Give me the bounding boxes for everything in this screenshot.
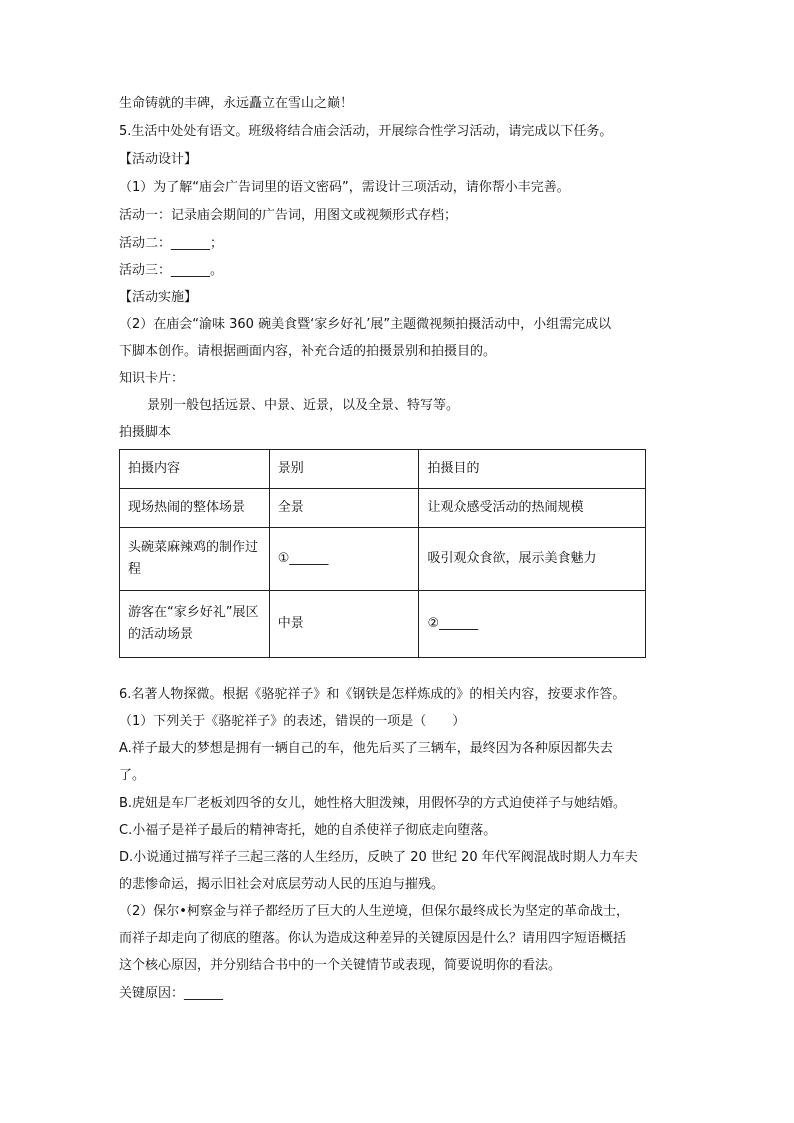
cell-shot: 全景 [269,489,419,528]
shooting-script-table [119,449,646,658]
header-shot: 景别 [269,450,419,489]
header-content: 拍摄内容 [120,450,270,489]
header-purpose: 拍摄目的 [419,450,646,489]
cell-shot-blank: ①______ [269,528,419,591]
activity-3: 活动三：______。 [119,263,224,278]
table-row [120,489,646,528]
activity-2: 活动二：______； [119,236,224,251]
cell-content: 游客在“家乡好礼”展区的活动场景 [120,591,270,658]
script-title: 拍摄脚本 [119,425,172,440]
activity-1: 活动一：记录庙会期间的广告词，用图文或视频形式存档； [119,208,458,223]
cell-purpose-blank: ②______ [419,591,646,658]
table-row [120,528,646,591]
cell-purpose: 让观众感受活动的热闹规模 [419,489,646,528]
knowledge-card-label: 知识卡片： [119,371,185,386]
question-6-part-1: （1）下列关于《骆驼祥子》的表述，错误的一项是（ ） [119,714,466,729]
option-b: B.虎妞是车厂老板刘四爷的女儿，她性格大胆泼辣，用假怀孕的方式迫使祥子与她结婚。 [119,796,627,811]
key-reason: 关键原因：______ [119,986,224,1001]
option-a-line-2: 了。 [119,768,146,783]
text-line-ending: 生命铸就的丰碑，永远矗立在雪山之巅！ [119,96,354,111]
question-6-part-2-line-2: 而祥子却走向了彻底的堕落。你认为造成这种差异的关键原因是什么？请用四字短语概括 [119,931,627,946]
cell-shot: 中景 [269,591,419,658]
option-d-line-1: D.小说通过描写祥子三起三落的人生经历，反映了 20 世纪 20 年代军阀混战时期人力车夫 [119,850,638,865]
cell-purpose: 吸引观众食欲，展示美食魅力 [419,528,646,591]
cell-content: 头碗菜麻辣鸡的制作过程 [120,528,270,591]
question-5-stem: 5.生活中处处有语文。班级将结合庙会活动，开展综合性学习活动，请完成以下任务。 [119,124,613,139]
option-d-line-2: 的悲惨命运，揭示旧社会对底层劳动人民的压迫与摧残。 [119,877,445,892]
question-5-part-2-line-1: （2）在庙会“渝味 360 碗美食暨‘家乡好礼’展”主题微视频拍摄活动中，小组需完成以 [119,317,612,332]
question-6-part-2-line-3: 这个核心原因，并分别结合书中的一个关键情节或表现，简要说明你的看法。 [119,958,562,973]
question-5-part-1: （1）为了解“庙会广告词里的语文密码”，需设计三项活动，请你帮小丰完善。 [119,180,570,195]
cell-content: 现场热闹的整体场景 [120,489,270,528]
question-5-part-2-line-2: 下脚本创作。请根据画面内容，补充合适的拍摄景别和拍摄目的。 [119,344,497,359]
section-activity-design: 【活动设计】 [119,152,198,167]
table-row [120,591,646,658]
question-6-part-2-line-1: （2）保尔•柯察金与祥子都经历了巨大的人生逆境，但保尔最终成长为坚定的革命战士， [119,904,629,919]
section-activity-implementation: 【活动实施】 [119,290,198,305]
option-c: C.小福子是祥子最后的精神寄托，她的自杀使祥子彻底走向堕落。 [119,823,497,838]
knowledge-card-content: 景别一般包括远景、中景、近景，以及全景、特写等。 [147,398,460,413]
option-a-line-1: A.祥子最大的梦想是拥有一辆自己的车，他先后买了三辆车，最终因为各种原因都失去 [119,741,613,756]
table-header-row [120,450,646,489]
question-6-stem: 6.名著人物探微。根据《骆驼祥子》和《钢铁是怎样炼成的》的相关内容，按要求作答。 [119,687,626,702]
